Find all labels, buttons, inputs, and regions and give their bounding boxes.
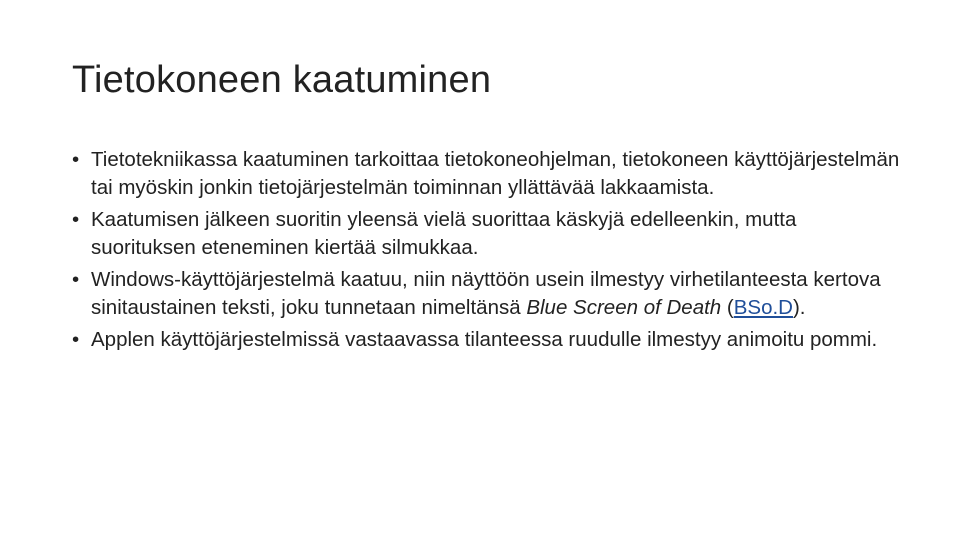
slide-title: Tietokoneen kaatuminen: [72, 59, 492, 101]
bullet-item: [72, 326, 902, 354]
bullet-text: Kaatumisen jälkeen suoritin yleensä vielä suorittaa käskyjä edelleenkin, mutta suorituksen eteneminen kiertää silmukkaa.: [91, 208, 797, 259]
bullet-icon: •: [72, 208, 80, 231]
bullet-item: [72, 146, 902, 202]
bullet-icon: •: [72, 148, 80, 171]
bsod-link[interactable]: BSo.D: [733, 296, 793, 319]
paren-close: ).: [792, 296, 806, 319]
bullet-text: Windows-käyttöjärjestelmä kaatuu, niin näyttöön usein ilmestyy virhetilanteesta kertova sinitaustainen teksti, joku tunnetaan nimeltänsä: [91, 268, 881, 319]
bullet-italic-text: Blue Screen of Death: [526, 296, 722, 319]
bullet-item: [72, 206, 902, 262]
bullet-icon: •: [72, 328, 80, 351]
bullet-item: [72, 266, 902, 322]
bullet-list: [72, 146, 902, 358]
bullet-text: Tietotekniikassa kaatuminen tarkoittaa tietokoneohjelman, tietokoneen käyttöjärjestelmän tai myöskin jonkin tietojärjestelmän toiminnan yllättävää lakkaamista.: [91, 148, 900, 199]
bullet-text: Applen käyttöjärjestelmissä vastaavassa tilanteessa ruudulle ilmestyy animoitu pommi.: [91, 328, 878, 351]
bullet-icon: •: [72, 268, 80, 291]
paren-open: (: [721, 296, 734, 319]
